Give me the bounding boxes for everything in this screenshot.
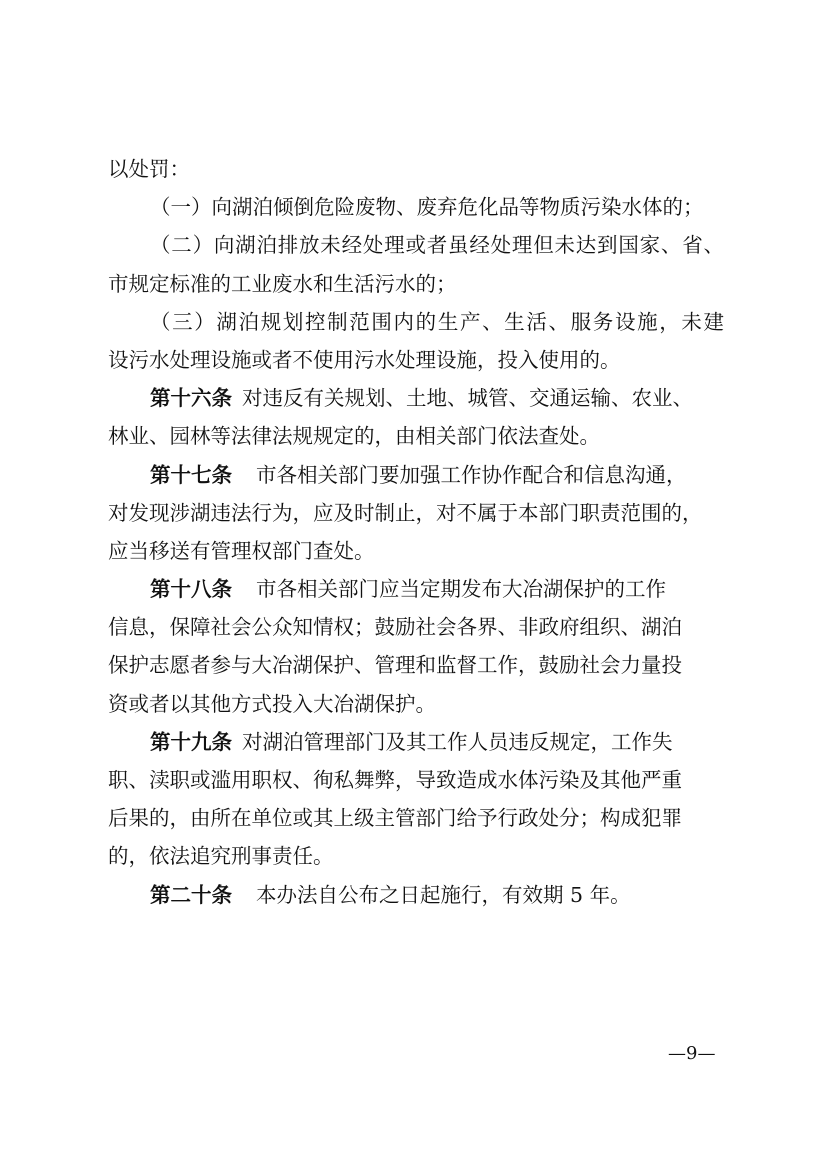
article-19-title: 第十九条 <box>150 729 232 754</box>
article-20-line <box>108 876 724 914</box>
text-line: 对发现涉湖违法行为，应及时制止，对不属于本部门职责范围的， <box>108 500 703 525</box>
article-16-title: 第十六条 <box>150 386 232 411</box>
text-line: 后果的，由所在单位或其上级主管部门给予行政处分；构成犯罪 <box>108 806 682 831</box>
text-line: 职、渎职或滥用职权、徇私舞弊，导致造成水体污染及其他严重 <box>108 768 682 792</box>
article-20-text: 本办法自公布之日起施行，有效期 5 年。 <box>256 882 631 907</box>
text-line: 以处罚： <box>108 157 190 181</box>
page-number: —9— <box>668 1043 716 1064</box>
article-18-title: 第十八条 <box>150 577 232 602</box>
article-18-text: 市各相关部门应当定期发布大冶湖保护的工作 <box>256 577 666 602</box>
article-17-title: 第十七条 <box>150 462 232 487</box>
article-19-text: 对湖泊管理部门及其工作人员违反规定，工作失 <box>242 729 673 754</box>
text-line: 保护志愿者参与大冶湖保护、管理和监督工作，鼓励社会力量投 <box>108 653 682 678</box>
text-line: 林业、园林等法律法规规定的，由相关部门依法查处。 <box>108 424 600 449</box>
article-16-text: 对违反有关规划、土地、城管、交通运输、农业、 <box>242 386 693 411</box>
text-line: 市规定标准的工业废水和生活污水的； <box>108 271 457 296</box>
article-20-title: 第二十条 <box>150 882 232 907</box>
text-line: 设污水处理设施或者不使用污水处理设施，投入使用的。 <box>108 347 621 372</box>
text-line: （三）湖泊规划控制范围内的生产、生活、服务设施，未建 <box>150 309 724 334</box>
article-17-line <box>108 456 724 494</box>
text-line: 应当移送有管理权部门查处。 <box>108 538 375 563</box>
document-body <box>108 150 724 914</box>
article-19-line <box>108 723 724 761</box>
text-line: 的，依法追究刑事责任。 <box>108 844 334 869</box>
text-line: 资或者以其他方式投入大冶湖保护。 <box>108 691 436 716</box>
text-line: （二）向湖泊排放未经处理或者虽经处理但未达到国家、省、 <box>150 233 724 258</box>
article-16-line <box>108 379 724 417</box>
text-line: （一）向湖泊倾倒危险废物、废弃危化品等物质污染水体的； <box>150 195 704 220</box>
text-line: 信息，保障社会公众知情权；鼓励社会各界、非政府组织、湖泊 <box>108 615 682 640</box>
article-17-text: 市各相关部门要加强工作协作配合和信息沟通， <box>256 462 687 487</box>
article-18-line <box>108 570 724 608</box>
